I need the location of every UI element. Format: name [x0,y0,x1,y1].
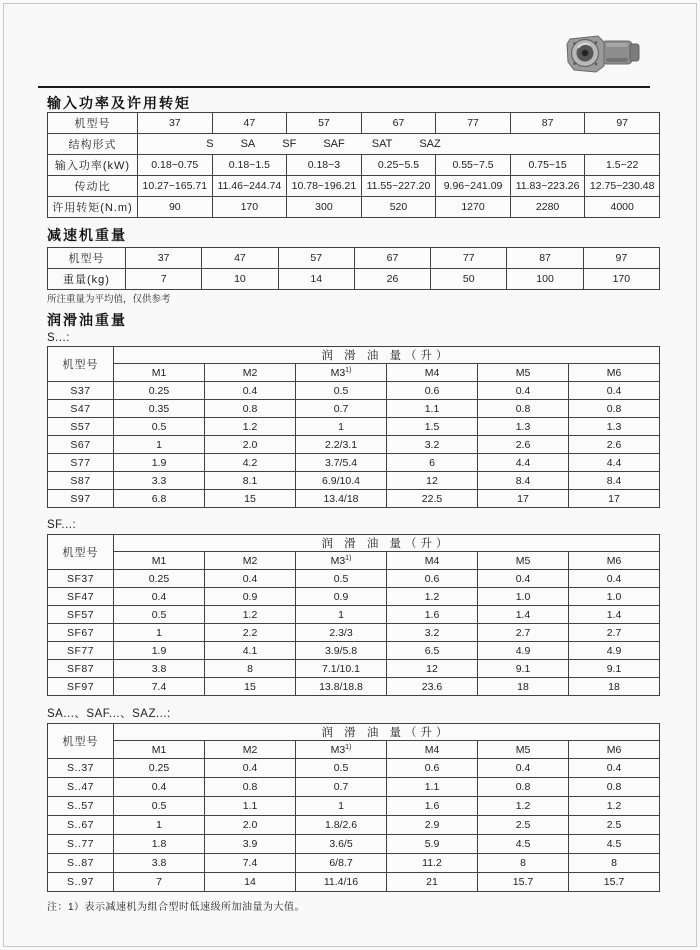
oil-value-cell: 1 [296,606,387,624]
power-torque-table [47,112,660,218]
oil-value-cell: 17 [569,490,660,508]
structure-type: SAZ [419,138,441,150]
table-row [48,454,660,472]
oil-value-cell: 2.5 [569,816,660,835]
oil-value-cell: 3.7/5.4 [296,454,387,472]
oil-value-cell: 4.1 [205,642,296,660]
oil-value-cell: 12 [387,660,478,678]
table-cell: 47 [212,113,287,134]
oil-value-cell: 22.5 [387,490,478,508]
oil-value-cell: 1.2 [205,606,296,624]
oil-value-cell: 0.5 [296,570,387,588]
oil-value-cell: 13.4/18 [296,490,387,508]
oil-value-cell: 1.2 [569,797,660,816]
table-cell: 10.78~196.21 [287,176,362,197]
oil-value-cell: 1 [296,797,387,816]
oil-value-cell: 6.8 [114,490,205,508]
oil-value-cell: 7.1/10.1 [296,660,387,678]
oil-value-cell: 7.4 [205,854,296,873]
oil-value-cell: 3.2 [387,436,478,454]
oil-value-cell: 0.8 [478,400,569,418]
table-cell: 57 [278,248,354,269]
oil-value-cell: 5.9 [387,835,478,854]
oil-value-cell: 0.4 [205,382,296,400]
header-rule [38,86,650,88]
oil-value-cell: 14 [205,873,296,892]
structure-type: SAT [371,138,393,150]
oil-value-cell: 3.9 [205,835,296,854]
table-cell: 9.96~241.09 [436,176,511,197]
span-header: 润 滑 油 量（升） [114,535,660,552]
table-cell: 10 [202,269,278,290]
oil-value-cell: 1.1 [387,778,478,797]
oil-value-cell: 1.9 [114,642,205,660]
oil-value-cell: 0.9 [296,588,387,606]
footnote-marker: 1) [345,554,352,562]
oil-value-cell: 0.8 [205,400,296,418]
oil-value-cell: 0.6 [387,382,478,400]
oil-value-cell: 3.3 [114,472,205,490]
model-cell: SF97 [48,678,114,696]
span-header: 润 滑 油 量（升） [114,347,660,364]
oil-value-cell: 0.4 [478,759,569,778]
model-cell: S..47 [48,778,114,797]
model-cell: S77 [48,454,114,472]
section-title-weight: 减速机重量 [47,227,127,243]
structure-types [138,138,659,150]
table-cell: 14 [278,269,354,290]
table-row [48,835,660,854]
model-cell: S..87 [48,854,114,873]
model-cell: SF57 [48,606,114,624]
table-cell: 4000 [585,197,660,218]
table-row [48,113,660,134]
table-cell: 77 [431,248,507,269]
model-cell: SF67 [48,624,114,642]
table-header-row [48,347,660,364]
oil-value-cell: 0.4 [569,570,660,588]
weight-note: 所注重量为平均值，仅供参考 [47,294,171,305]
oil-value-cell: 2.0 [205,816,296,835]
model-cell: S..77 [48,835,114,854]
span-header: 润 滑 油 量（升） [114,724,660,741]
oil-value-cell: 2.7 [569,624,660,642]
table-row [48,269,660,290]
oil-value-cell: 2.5 [478,816,569,835]
oil-value-cell: 1.4 [569,606,660,624]
table-cell: 47 [202,248,278,269]
oil-value-cell: 7.4 [114,678,205,696]
row-label: 机型号 [48,248,126,269]
column-header: M6 [569,741,660,759]
column-header: M4 [387,552,478,570]
oil-value-cell: 2.7 [478,624,569,642]
oil-value-cell: 11.4/16 [296,873,387,892]
table-cell: 37 [138,113,213,134]
oil-value-cell: 21 [387,873,478,892]
oil-value-cell: 0.25 [114,759,205,778]
table-cell: 7 [126,269,202,290]
table-row [48,624,660,642]
column-header-label: M3 [330,554,346,567]
model-cell: S..57 [48,797,114,816]
oil-value-cell: 0.8 [569,400,660,418]
table-header-row [48,741,660,759]
table-row [48,197,660,218]
table-cell: 87 [507,248,583,269]
table-row [48,155,660,176]
oil-value-cell: 15 [205,678,296,696]
row-label: 传动比 [48,176,138,197]
structure-types-cell [138,134,660,155]
oil-value-cell: 6.5 [387,642,478,660]
table-cell: 100 [507,269,583,290]
table-cell: 170 [583,269,659,290]
table-cell: 90 [138,197,213,218]
structure-type: SAF [323,138,345,150]
column-header: M5 [478,741,569,759]
column-header-m3 [296,741,387,759]
table-row [48,490,660,508]
oil-value-cell: 1.2 [478,797,569,816]
table-cell: 87 [510,113,585,134]
table-row [48,436,660,454]
oil-value-cell: 6.9/10.4 [296,472,387,490]
table-row [48,678,660,696]
table-row [48,854,660,873]
oil-value-cell: 15.7 [478,873,569,892]
column-header: M2 [205,741,296,759]
oil-value-cell: 4.2 [205,454,296,472]
table-header-row [48,364,660,382]
oil-value-cell: 0.4 [569,759,660,778]
oil-value-cell: 0.4 [114,778,205,797]
oil-value-cell: 1.9 [114,454,205,472]
table-cell: 0.25~5.5 [361,155,436,176]
oil-value-cell: 1.8 [114,835,205,854]
oil-value-cell: 9.1 [569,660,660,678]
oil-value-cell: 17 [478,490,569,508]
oil-value-cell: 0.8 [205,778,296,797]
oil-value-cell: 3.6/5 [296,835,387,854]
oil-table-sa [47,723,660,892]
column-header: M2 [205,552,296,570]
section-title-oil: 润滑油重量 [47,312,127,328]
column-header: M4 [387,741,478,759]
oil-value-cell: 0.25 [114,382,205,400]
oil-value-cell: 0.4 [205,759,296,778]
oil-value-cell: 0.5 [114,418,205,436]
oil-value-cell: 12 [387,472,478,490]
table-row [48,400,660,418]
oil-value-cell: 1.1 [387,400,478,418]
table-cell: 0.55~7.5 [436,155,511,176]
oil-value-cell: 15.7 [569,873,660,892]
footnote-marker: 1) [345,743,352,751]
oil-value-cell: 6/8.7 [296,854,387,873]
oil-value-cell: 1 [114,816,205,835]
table-row [48,588,660,606]
table-cell: 170 [212,197,287,218]
oil-value-cell: 0.35 [114,400,205,418]
oil-value-cell: 18 [569,678,660,696]
table-cell: 97 [583,248,659,269]
table-cell: 37 [126,248,202,269]
oil-table-s [47,346,660,508]
oil-value-cell: 11.2 [387,854,478,873]
table-row [48,797,660,816]
table-row [48,570,660,588]
oil-value-cell: 0.8 [569,778,660,797]
oil-value-cell: 8.4 [569,472,660,490]
oil-value-cell: 0.7 [296,400,387,418]
table-header-row [48,535,660,552]
oil-value-cell: 1 [114,624,205,642]
table-cell: 67 [354,248,430,269]
oil-value-cell: 4.5 [478,835,569,854]
model-cell: SF77 [48,642,114,660]
oil-value-cell: 13.8/18.8 [296,678,387,696]
structure-type: SA [240,138,256,150]
oil-value-cell: 4.4 [478,454,569,472]
row-label: 结构形式 [48,134,138,155]
oil-value-cell: 8 [205,660,296,678]
corner-header: 机型号 [48,347,114,382]
table-row [48,176,660,197]
page-footnote: 注：1）表示减速机为组合型时低速级所加油量为大值。 [47,902,306,913]
oil-value-cell: 0.6 [387,759,478,778]
table-row [48,642,660,660]
oil-value-cell: 1 [114,436,205,454]
oil-value-cell: 1.3 [569,418,660,436]
oil-value-cell: 0.4 [114,588,205,606]
column-header: M6 [569,552,660,570]
table-header-row [48,552,660,570]
oil-table-caption-sf: SF...: [47,519,77,531]
table-cell: 0.18~0.75 [138,155,213,176]
oil-value-cell: 0.5 [114,797,205,816]
oil-value-cell: 4.5 [569,835,660,854]
oil-value-cell: 1 [296,418,387,436]
oil-value-cell: 4.9 [478,642,569,660]
table-cell: 1.5~22 [585,155,660,176]
model-cell: S..67 [48,816,114,835]
table-row [48,759,660,778]
oil-value-cell: 1.8/2.6 [296,816,387,835]
corner-header: 机型号 [48,724,114,759]
gearmotor-image [562,30,644,76]
oil-value-cell: 2.6 [569,436,660,454]
column-header: M6 [569,364,660,382]
oil-value-cell: 1.3 [478,418,569,436]
oil-value-cell: 8 [478,854,569,873]
table-cell: 2280 [510,197,585,218]
structure-type: SF [282,138,297,150]
model-cell: S..37 [48,759,114,778]
model-cell: S37 [48,382,114,400]
oil-value-cell: 1.6 [387,797,478,816]
oil-value-cell: 3.2 [387,624,478,642]
table-cell: 57 [287,113,362,134]
table-cell: 12.75~230.48 [585,176,660,197]
table-row [48,660,660,678]
oil-value-cell: 8.4 [478,472,569,490]
oil-value-cell: 0.4 [478,382,569,400]
oil-value-cell: 0.5 [296,382,387,400]
table-row [48,472,660,490]
model-cell: S87 [48,472,114,490]
table-row [48,778,660,797]
oil-value-cell: 8.1 [205,472,296,490]
model-cell: S..97 [48,873,114,892]
oil-value-cell: 7 [114,873,205,892]
oil-value-cell: 2.0 [205,436,296,454]
table-cell: 10.27~165.71 [138,176,213,197]
oil-value-cell: 1.5 [387,418,478,436]
oil-value-cell: 8 [569,854,660,873]
oil-value-cell: 6 [387,454,478,472]
section-title-power: 输入功率及许用转矩 [47,95,191,111]
column-header-m3 [296,552,387,570]
row-label: 输入功率(kW) [48,155,138,176]
oil-value-cell: 4.4 [569,454,660,472]
model-cell: SF47 [48,588,114,606]
oil-value-cell: 1.4 [478,606,569,624]
column-header: M5 [478,552,569,570]
model-cell: S97 [48,490,114,508]
model-cell: S57 [48,418,114,436]
column-header: M1 [114,552,205,570]
oil-value-cell: 2.3/3 [296,624,387,642]
table-cell: 11.83~223.26 [510,176,585,197]
oil-value-cell: 0.4 [569,382,660,400]
column-header: M1 [114,741,205,759]
oil-value-cell: 2.2 [205,624,296,642]
table-row [48,873,660,892]
table-cell: 11.55~227.20 [361,176,436,197]
table-cell: 50 [431,269,507,290]
oil-value-cell: 15 [205,490,296,508]
column-header-m3 [296,364,387,382]
oil-value-cell: 0.7 [296,778,387,797]
table-header-row [48,724,660,741]
oil-value-cell: 3.8 [114,660,205,678]
table-cell: 0.18~1.5 [212,155,287,176]
table-cell: 77 [436,113,511,134]
table-row [48,816,660,835]
table-cell: 67 [361,113,436,134]
row-label: 重量(kg) [48,269,126,290]
table-row [48,418,660,436]
oil-value-cell: 9.1 [478,660,569,678]
gearmotor-icon [562,30,644,76]
table-cell: 0.75~15 [510,155,585,176]
page-content [47,95,660,913]
oil-table-caption-sa: SA...、SAF...、SAZ...: [47,708,171,720]
oil-value-cell: 1.6 [387,606,478,624]
table-row [48,382,660,400]
footnote-marker: 1) [345,366,352,374]
oil-value-cell: 3.9/5.8 [296,642,387,660]
table-cell: 0.18~3 [287,155,362,176]
oil-value-cell: 3.8 [114,854,205,873]
oil-table-caption-s: S...: [47,332,70,344]
oil-value-cell: 0.4 [205,570,296,588]
oil-value-cell: 2.9 [387,816,478,835]
oil-value-cell: 0.5 [114,606,205,624]
column-header: M4 [387,364,478,382]
column-header: M1 [114,364,205,382]
table-cell: 11.46~244.74 [212,176,287,197]
table-row [48,134,660,155]
oil-table-sf [47,534,660,696]
oil-value-cell: 0.25 [114,570,205,588]
oil-value-cell: 1.2 [205,418,296,436]
column-header-label: M3 [330,743,346,756]
model-cell: SF87 [48,660,114,678]
oil-value-cell: 0.6 [387,570,478,588]
table-cell: 97 [585,113,660,134]
model-cell: S47 [48,400,114,418]
model-cell: S67 [48,436,114,454]
column-header: M5 [478,364,569,382]
table-cell: 520 [361,197,436,218]
table-cell: 300 [287,197,362,218]
oil-value-cell: 4.9 [569,642,660,660]
oil-value-cell: 0.4 [478,570,569,588]
oil-value-cell: 1.1 [205,797,296,816]
oil-value-cell: 1.2 [387,588,478,606]
column-header: M2 [205,364,296,382]
structure-type: S [206,138,214,150]
model-cell: SF37 [48,570,114,588]
oil-value-cell: 0.9 [205,588,296,606]
table-row [48,248,660,269]
oil-value-cell: 0.8 [478,778,569,797]
weight-table [47,247,660,290]
oil-value-cell: 18 [478,678,569,696]
corner-header: 机型号 [48,535,114,570]
table-row [48,606,660,624]
table-cell: 1270 [436,197,511,218]
row-label: 许用转矩(N.m) [48,197,138,218]
oil-value-cell: 23.6 [387,678,478,696]
oil-value-cell: 1.0 [569,588,660,606]
oil-value-cell: 2.6 [478,436,569,454]
row-label: 机型号 [48,113,138,134]
table-cell: 26 [354,269,430,290]
column-header-label: M3 [330,366,346,379]
oil-value-cell: 2.2/3.1 [296,436,387,454]
oil-value-cell: 1.0 [478,588,569,606]
oil-value-cell: 0.5 [296,759,387,778]
